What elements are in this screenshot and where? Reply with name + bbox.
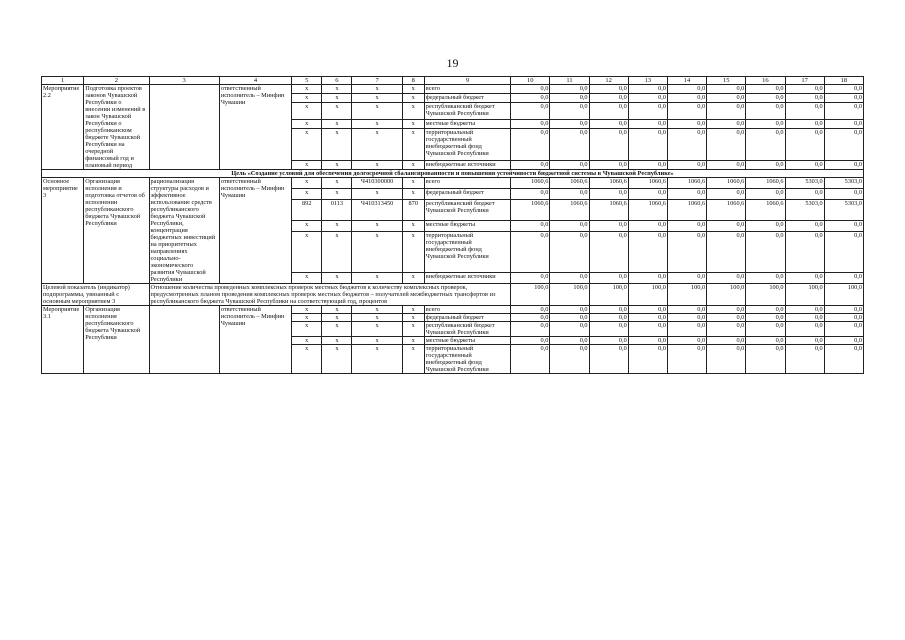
funding-source: федеральный бюджет xyxy=(424,189,510,200)
event-executor: ответственный исполнитель – Минфин Чувашии xyxy=(219,85,291,170)
amount-cell: 0,0 xyxy=(707,345,746,374)
amount-cell: 0,0 xyxy=(511,161,550,170)
budget-code: x xyxy=(322,93,352,102)
event-name: Организация исполнения и подготовка отчетов об исполнении республиканского бюджета Чувашской Республики xyxy=(84,178,149,284)
amount-cell: 1060,6 xyxy=(667,200,706,221)
amount-cell: 0,0 xyxy=(746,102,785,119)
budget-code: 0113 xyxy=(322,200,352,221)
budget-code: x xyxy=(322,314,352,322)
budget-code: x xyxy=(322,322,352,337)
amount-cell: 0,0 xyxy=(511,102,550,119)
amount-cell: 0,0 xyxy=(667,337,706,345)
amount-cell: 0,0 xyxy=(667,85,706,94)
amount-cell: 0,0 xyxy=(746,119,785,128)
amount-cell: 0,0 xyxy=(785,221,824,232)
amount-cell: 0,0 xyxy=(628,102,667,119)
budget-code: x xyxy=(322,178,352,189)
goal-row xyxy=(42,170,864,178)
amount-cell: 0,0 xyxy=(589,337,628,345)
amount-cell: 0,0 xyxy=(824,345,863,374)
amount-cell: 0,0 xyxy=(785,314,824,322)
amount-cell: 1060,6 xyxy=(628,178,667,189)
amount-cell: 0,0 xyxy=(746,232,785,272)
funding-source: республиканский бюджет Чувашской Республики xyxy=(424,102,510,119)
budget-code: x xyxy=(352,119,402,128)
amount-cell: 0,0 xyxy=(707,221,746,232)
budget-code: x xyxy=(352,232,402,272)
event-label: Мероприятие 2.2 xyxy=(42,85,84,170)
amount-cell: 0,0 xyxy=(667,93,706,102)
amount-cell: 0,0 xyxy=(511,221,550,232)
amount-cell: 0,0 xyxy=(511,232,550,272)
amount-cell: 5303,0 xyxy=(785,200,824,221)
amount-cell: 0,0 xyxy=(824,272,863,283)
funding-source: республиканский бюджет Чувашской Республики xyxy=(424,200,510,221)
amount-cell: 0,0 xyxy=(824,306,863,314)
amount-cell: 0,0 xyxy=(628,314,667,322)
funding-source: местные бюджеты xyxy=(424,119,510,128)
amount-cell: 0,0 xyxy=(707,272,746,283)
event-task: рационализация структуры расходов и эффективное использование средств республиканского бюджета Чувашской Республики, концентрация бюджетных инвестиций на приоритетных направлениях социально-экономического развития Чувашской Республики xyxy=(149,178,219,284)
amount-cell: 0,0 xyxy=(667,232,706,272)
amount-cell: 1060,6 xyxy=(550,200,589,221)
event-task xyxy=(149,85,219,170)
indicator-label: Целевой показатель (индикатор) подпрограммы, увязанный с основным мероприятием 3 xyxy=(42,284,150,306)
funding-source: всего xyxy=(424,178,510,189)
amount-cell: 0,0 xyxy=(746,189,785,200)
budget-code: x xyxy=(402,189,424,200)
budget-code: x xyxy=(402,314,424,322)
amount-cell: 0,0 xyxy=(511,345,550,374)
amount-cell: 0,0 xyxy=(824,189,863,200)
amount-cell: 0,0 xyxy=(785,161,824,170)
budget-code: x xyxy=(292,345,322,374)
amount-cell: 0,0 xyxy=(824,314,863,322)
budget-code: x xyxy=(352,102,402,119)
amount-cell: 0,0 xyxy=(746,322,785,337)
amount-cell: 0,0 xyxy=(824,93,863,102)
budget-code: x xyxy=(322,306,352,314)
funding-source: территориальный государственный внебюджетный фонд Чувашской Республики xyxy=(424,345,510,374)
amount-cell: 0,0 xyxy=(550,161,589,170)
amount-cell: 0,0 xyxy=(511,85,550,94)
amount-cell: 0,0 xyxy=(746,85,785,94)
indicator-value: 100,0 xyxy=(667,284,706,306)
amount-cell: 0,0 xyxy=(667,161,706,170)
amount-cell: 0,0 xyxy=(746,221,785,232)
budget-code: x xyxy=(402,102,424,119)
indicator-text: Отношение количества проведенных комплексных проверок местных бюджетов к количеству комплексных проверок, предусмотренных планом проведения комплексных проверок местных бюджетов – получателей межбюджетных трансфертов из республиканского бюджета Чувашской Республики на соответствующий год, процентов xyxy=(149,284,511,306)
column-number: 8 xyxy=(402,77,424,85)
budget-code: Ч410300000 xyxy=(352,178,402,189)
budget-code: x xyxy=(402,178,424,189)
amount-cell: 1060,6 xyxy=(511,178,550,189)
budget-table xyxy=(41,76,864,374)
amount-cell: 0,0 xyxy=(628,322,667,337)
funding-source: внебюджетные источники xyxy=(424,161,510,170)
column-number-row xyxy=(42,77,864,85)
amount-cell: 0,0 xyxy=(785,306,824,314)
amount-cell: 0,0 xyxy=(628,345,667,374)
amount-cell: 0,0 xyxy=(824,161,863,170)
budget-code: x xyxy=(292,314,322,322)
budget-code: x xyxy=(402,119,424,128)
amount-cell: 0,0 xyxy=(824,102,863,119)
amount-cell: 0,0 xyxy=(589,189,628,200)
amount-cell: 0,0 xyxy=(824,221,863,232)
amount-cell: 0,0 xyxy=(511,322,550,337)
indicator-value: 100,0 xyxy=(824,284,863,306)
amount-cell: 0,0 xyxy=(667,128,706,160)
amount-cell: 0,0 xyxy=(550,221,589,232)
budget-code: x xyxy=(352,306,402,314)
amount-cell: 0,0 xyxy=(550,345,589,374)
amount-cell: 0,0 xyxy=(550,232,589,272)
amount-cell: 0,0 xyxy=(628,272,667,283)
amount-cell: 0,0 xyxy=(707,337,746,345)
amount-cell: 0,0 xyxy=(667,119,706,128)
budget-code: x xyxy=(402,322,424,337)
budget-code: x xyxy=(292,306,322,314)
amount-cell: 0,0 xyxy=(511,306,550,314)
budget-code: x xyxy=(402,337,424,345)
amount-cell: 0,0 xyxy=(511,314,550,322)
amount-cell: 0,0 xyxy=(511,189,550,200)
indicator-value: 100,0 xyxy=(707,284,746,306)
amount-cell: 0,0 xyxy=(589,272,628,283)
amount-cell: 0,0 xyxy=(785,128,824,160)
amount-cell: 0,0 xyxy=(550,314,589,322)
budget-code: x xyxy=(402,128,424,160)
budget-code: x xyxy=(292,85,322,94)
amount-cell: 0,0 xyxy=(707,322,746,337)
budget-code: x xyxy=(322,272,352,283)
amount-cell: 1060,6 xyxy=(511,200,550,221)
amount-cell: 0,0 xyxy=(550,128,589,160)
amount-cell: 0,0 xyxy=(550,102,589,119)
amount-cell: 5303,0 xyxy=(824,200,863,221)
amount-cell: 0,0 xyxy=(667,314,706,322)
funding-source: местные бюджеты xyxy=(424,337,510,345)
goal-title: Цель «Создание условий для обеспечения долгосрочной сбалансированности и повышения устойчивости бюджетной системы в Чувашской Республике» xyxy=(42,170,864,178)
amount-cell: 0,0 xyxy=(707,102,746,119)
column-number: 4 xyxy=(219,77,291,85)
amount-cell: 0,0 xyxy=(628,161,667,170)
amount-cell: 0,0 xyxy=(550,322,589,337)
event-executor: ответственный исполнитель – Минфин Чувашии xyxy=(219,306,291,374)
event-task xyxy=(149,306,219,374)
amount-cell: 0,0 xyxy=(667,345,706,374)
amount-cell: 0,0 xyxy=(785,232,824,272)
amount-cell: 0,0 xyxy=(550,272,589,283)
amount-cell: 1060,6 xyxy=(707,178,746,189)
amount-cell: 0,0 xyxy=(628,128,667,160)
amount-cell: 0,0 xyxy=(589,161,628,170)
amount-cell: 0,0 xyxy=(589,102,628,119)
amount-cell: 0,0 xyxy=(589,314,628,322)
amount-cell: 0,0 xyxy=(589,322,628,337)
budget-code: x xyxy=(352,314,402,322)
amount-cell: 0,0 xyxy=(589,232,628,272)
column-number: 13 xyxy=(628,77,667,85)
amount-cell: 0,0 xyxy=(707,93,746,102)
event-name: Организация исполнения республиканского бюджета Чувашской Республики xyxy=(84,306,149,374)
amount-cell: 1060,6 xyxy=(550,178,589,189)
column-number: 15 xyxy=(707,77,746,85)
amount-cell: 0,0 xyxy=(707,306,746,314)
amount-cell: 0,0 xyxy=(511,119,550,128)
column-number: 9 xyxy=(424,77,510,85)
amount-cell: 0,0 xyxy=(746,314,785,322)
budget-code: 870 xyxy=(402,200,424,221)
budget-code: x xyxy=(352,85,402,94)
budget-code: 892 xyxy=(292,200,322,221)
column-number: 14 xyxy=(667,77,706,85)
amount-cell: 1060,6 xyxy=(628,200,667,221)
amount-cell: 0,0 xyxy=(707,161,746,170)
column-number: 5 xyxy=(292,77,322,85)
budget-code: Ч410313450 xyxy=(352,200,402,221)
column-number: 6 xyxy=(322,77,352,85)
budget-code: x xyxy=(292,322,322,337)
budget-code: x xyxy=(402,272,424,283)
indicator-value: 100,0 xyxy=(550,284,589,306)
amount-cell: 0,0 xyxy=(511,337,550,345)
budget-code: x xyxy=(292,161,322,170)
column-number: 7 xyxy=(352,77,402,85)
budget-code: x xyxy=(322,102,352,119)
amount-cell: 1060,6 xyxy=(746,178,785,189)
event-executor: ответственный исполнитель – Минфин Чувашии xyxy=(219,178,291,284)
column-number: 1 xyxy=(42,77,84,85)
column-number: 18 xyxy=(824,77,863,85)
amount-cell: 5303,0 xyxy=(824,178,863,189)
amount-cell: 0,0 xyxy=(667,322,706,337)
budget-code: x xyxy=(322,128,352,160)
budget-code: x xyxy=(402,161,424,170)
budget-code: x xyxy=(292,102,322,119)
budget-code: x xyxy=(322,221,352,232)
amount-cell: 0,0 xyxy=(824,232,863,272)
amount-cell: 0,0 xyxy=(589,345,628,374)
amount-cell: 0,0 xyxy=(707,232,746,272)
amount-cell: 0,0 xyxy=(707,314,746,322)
amount-cell: 0,0 xyxy=(667,221,706,232)
amount-cell: 0,0 xyxy=(746,161,785,170)
amount-cell: 0,0 xyxy=(628,93,667,102)
amount-cell: 0,0 xyxy=(785,189,824,200)
funding-source: всего xyxy=(424,85,510,94)
budget-code: x xyxy=(352,128,402,160)
budget-code: x xyxy=(292,189,322,200)
amount-cell: 0,0 xyxy=(628,85,667,94)
amount-cell: 0,0 xyxy=(746,93,785,102)
amount-cell: 0,0 xyxy=(707,85,746,94)
funding-source: всего xyxy=(424,306,510,314)
amount-cell: 0,0 xyxy=(785,322,824,337)
budget-code: x xyxy=(322,189,352,200)
column-number: 11 xyxy=(550,77,589,85)
funding-source: республиканский бюджет Чувашской Республики xyxy=(424,322,510,337)
amount-cell: 0,0 xyxy=(550,119,589,128)
amount-cell: 0,0 xyxy=(824,128,863,160)
amount-cell: 0,0 xyxy=(824,85,863,94)
budget-code: x xyxy=(352,93,402,102)
event-name: Подготовка проектов законов Чувашской Республики о внесении изменений в закон Чувашской Республики о республиканском бюджете Чувашской Республики на очередной финансовый год и плановый период xyxy=(84,85,149,170)
amount-cell: 0,0 xyxy=(707,119,746,128)
budget-code: x xyxy=(322,85,352,94)
budget-code: x xyxy=(402,93,424,102)
amount-cell: 0,0 xyxy=(628,232,667,272)
amount-cell: 0,0 xyxy=(589,306,628,314)
budget-code: x xyxy=(352,345,402,374)
amount-cell: 0,0 xyxy=(785,102,824,119)
amount-cell: 0,0 xyxy=(550,85,589,94)
amount-cell: 1060,6 xyxy=(667,178,706,189)
indicator-value: 100,0 xyxy=(628,284,667,306)
funding-source: внебюджетные источники xyxy=(424,272,510,283)
amount-cell: 0,0 xyxy=(628,337,667,345)
amount-cell: 0,0 xyxy=(707,189,746,200)
budget-code: x xyxy=(402,85,424,94)
budget-code: x xyxy=(292,221,322,232)
amount-cell: 0,0 xyxy=(785,345,824,374)
budget-code: x xyxy=(292,178,322,189)
indicator-row xyxy=(42,284,864,306)
budget-code: x xyxy=(322,119,352,128)
amount-cell: 0,0 xyxy=(589,93,628,102)
amount-cell: 0,0 xyxy=(589,85,628,94)
budget-code: x xyxy=(352,221,402,232)
amount-cell: 1060,6 xyxy=(707,200,746,221)
amount-cell: 1060,6 xyxy=(589,200,628,221)
budget-code: x xyxy=(402,232,424,272)
funding-source: местные бюджеты xyxy=(424,221,510,232)
amount-cell: 0,0 xyxy=(746,306,785,314)
column-number: 12 xyxy=(589,77,628,85)
amount-cell: 0,0 xyxy=(550,306,589,314)
budget-code: x xyxy=(352,272,402,283)
amount-cell: 0,0 xyxy=(589,119,628,128)
budget-code: x xyxy=(292,119,322,128)
amount-cell: 0,0 xyxy=(667,306,706,314)
amount-cell: 0,0 xyxy=(667,272,706,283)
budget-code: x xyxy=(352,337,402,345)
budget-code: x xyxy=(402,221,424,232)
budget-code: x xyxy=(352,161,402,170)
funding-source: федеральный бюджет xyxy=(424,314,510,322)
amount-cell: 0,0 xyxy=(589,128,628,160)
budget-code: x xyxy=(292,232,322,272)
budget-code: x xyxy=(292,128,322,160)
amount-cell: 1060,6 xyxy=(589,178,628,189)
amount-cell: 0,0 xyxy=(746,272,785,283)
amount-cell: 5303,0 xyxy=(785,178,824,189)
amount-cell: 0,0 xyxy=(511,272,550,283)
amount-cell: 1060,6 xyxy=(746,200,785,221)
amount-cell: 0,0 xyxy=(589,221,628,232)
indicator-value: 100,0 xyxy=(746,284,785,306)
page-number: 19 xyxy=(446,56,459,70)
budget-code: x xyxy=(402,345,424,374)
budget-code: x xyxy=(352,322,402,337)
amount-cell: 0,0 xyxy=(824,337,863,345)
column-number: 3 xyxy=(149,77,219,85)
amount-cell: 0,0 xyxy=(511,93,550,102)
indicator-value: 100,0 xyxy=(511,284,550,306)
table-row xyxy=(42,178,864,189)
funding-source: федеральный бюджет xyxy=(424,93,510,102)
amount-cell: 0,0 xyxy=(550,189,589,200)
amount-cell: 0,0 xyxy=(628,306,667,314)
budget-code: x xyxy=(352,189,402,200)
amount-cell: 0,0 xyxy=(785,119,824,128)
amount-cell: 0,0 xyxy=(667,189,706,200)
table-row xyxy=(42,85,864,94)
indicator-value: 100,0 xyxy=(785,284,824,306)
event-label: Мероприятие 3.1 xyxy=(42,306,84,374)
budget-code: x xyxy=(402,306,424,314)
amount-cell: 0,0 xyxy=(628,119,667,128)
budget-code: x xyxy=(292,337,322,345)
amount-cell: 0,0 xyxy=(824,322,863,337)
table-row xyxy=(42,306,864,314)
indicator-value: 100,0 xyxy=(589,284,628,306)
funding-source: территориальный государственный внебюджетный фонд Чувашской Республики xyxy=(424,128,510,160)
amount-cell: 0,0 xyxy=(785,272,824,283)
column-number: 17 xyxy=(785,77,824,85)
event-label: Основное мероприятие 3 xyxy=(42,178,84,284)
column-number: 10 xyxy=(511,77,550,85)
amount-cell: 0,0 xyxy=(628,221,667,232)
amount-cell: 0,0 xyxy=(785,337,824,345)
amount-cell: 0,0 xyxy=(628,189,667,200)
amount-cell: 0,0 xyxy=(785,93,824,102)
budget-code: x xyxy=(322,161,352,170)
column-number: 16 xyxy=(746,77,785,85)
column-number: 2 xyxy=(84,77,149,85)
budget-code: x xyxy=(322,345,352,374)
budget-code: x xyxy=(292,272,322,283)
amount-cell: 0,0 xyxy=(746,345,785,374)
amount-cell: 0,0 xyxy=(667,102,706,119)
amount-cell: 0,0 xyxy=(746,337,785,345)
funding-source: территориальный государственный внебюджетный фонд Чувашской Республики xyxy=(424,232,510,272)
amount-cell: 0,0 xyxy=(550,337,589,345)
budget-code: x xyxy=(292,93,322,102)
amount-cell: 0,0 xyxy=(746,128,785,160)
budget-code: x xyxy=(322,337,352,345)
amount-cell: 0,0 xyxy=(707,128,746,160)
amount-cell: 0,0 xyxy=(511,128,550,160)
budget-code: x xyxy=(322,232,352,272)
amount-cell: 0,0 xyxy=(785,85,824,94)
amount-cell: 0,0 xyxy=(550,93,589,102)
amount-cell: 0,0 xyxy=(824,119,863,128)
